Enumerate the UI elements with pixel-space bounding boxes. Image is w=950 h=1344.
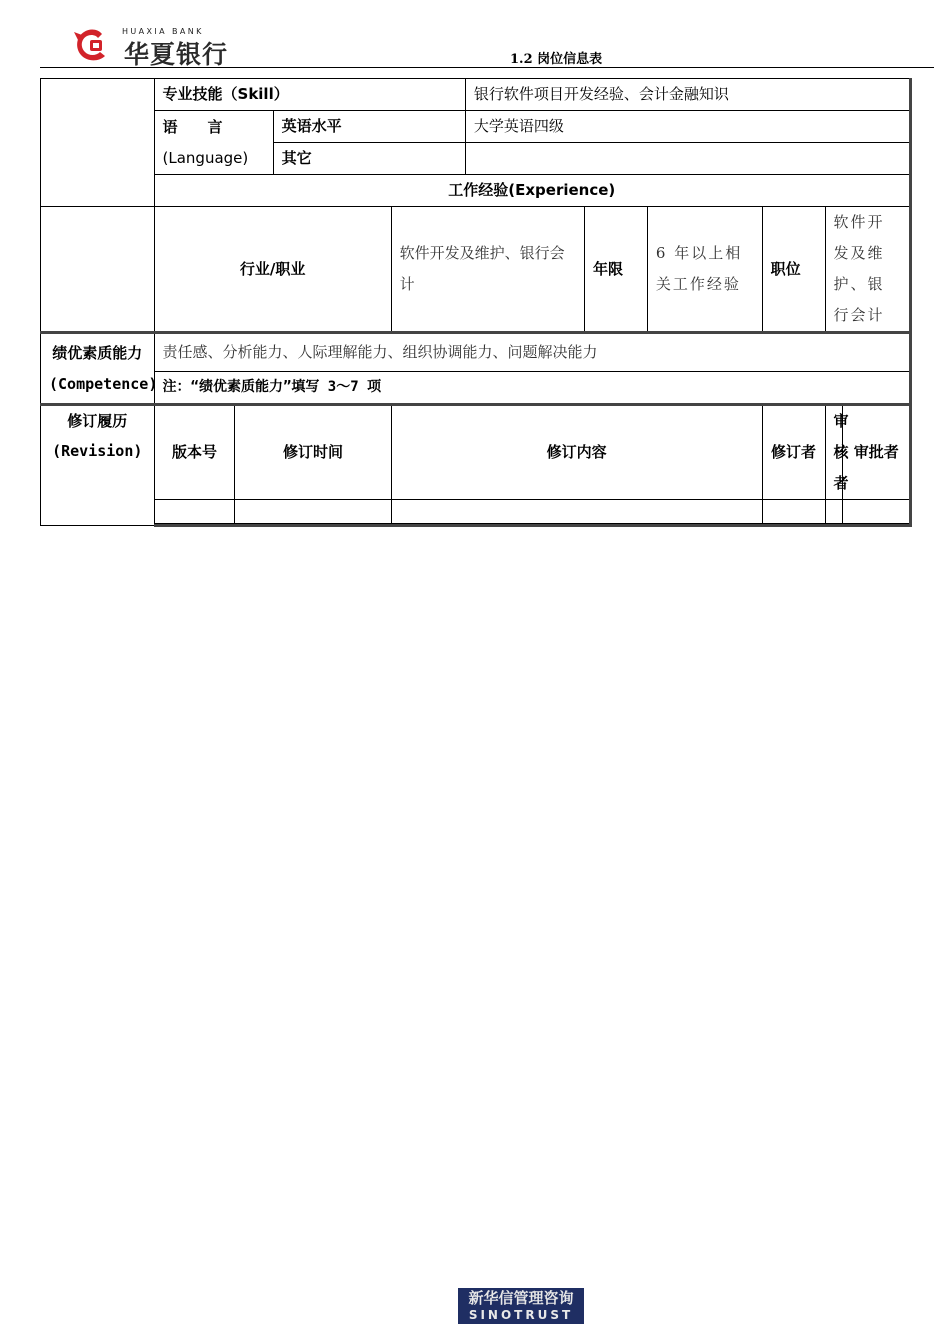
revision-header-row: [41, 405, 911, 500]
revision-cell: [843, 524, 911, 526]
competence-note: 注：“绩优素质能力”填写 3～7 项: [154, 372, 910, 405]
position-value: 软件开发及维护、银行会计: [825, 207, 911, 333]
revision-col-reviewer: 审核者: [825, 405, 843, 500]
huaxia-bank-logo: [72, 26, 242, 69]
page-header: [0, 0, 950, 70]
revision-cell: [825, 524, 843, 526]
skill-label: 专业技能（Skill）: [154, 79, 465, 111]
revision-cell: [391, 524, 762, 526]
huaxia-logo-icon: [72, 26, 116, 64]
document-title: 1.2 岗位信息表: [510, 52, 603, 67]
sinotrust-logo-cn: 新华信管理咨询: [468, 1289, 574, 1307]
language-english-row: [41, 111, 911, 143]
blank-side-cell: [41, 79, 155, 207]
revision-cell: [762, 524, 825, 526]
revision-cell: [154, 500, 235, 524]
revision-cell: [391, 500, 762, 524]
experience-heading: 工作经验(Experience): [154, 175, 910, 207]
industry-value: 软件开发及维护、银行会计: [391, 207, 584, 333]
logo-english-text: HUAXIA BANK: [122, 27, 204, 36]
industry-label: 行业/职业: [154, 207, 391, 333]
sinotrust-logo-en: SINOTRUST: [468, 1308, 574, 1322]
english-level-label: 英语水平: [273, 111, 465, 143]
revision-row: [41, 524, 911, 526]
competence-value: 责任感、分析能力、人际理解能力、组织协调能力、问题解决能力: [154, 333, 910, 372]
other-language-label: 其它: [273, 143, 465, 175]
revision-col-reviser: 修订者: [762, 405, 825, 500]
years-label: 年限: [584, 207, 647, 333]
header-divider: [40, 67, 934, 68]
skill-value: 银行软件项目开发经验、会计金融知识: [465, 79, 910, 111]
revision-label: [41, 405, 155, 526]
competence-row: [41, 333, 911, 372]
revision-col-content: 修订内容: [391, 405, 762, 500]
language-label-cn: 语 言: [162, 117, 223, 136]
revision-label-cn: 修订履历: [67, 412, 128, 430]
sinotrust-logo: [458, 1288, 584, 1324]
revision-col-version: 版本号: [154, 405, 235, 500]
logo-chinese-text: 华夏银行: [124, 40, 229, 69]
revision-cell: [154, 524, 235, 526]
revision-cell: [825, 500, 843, 524]
competence-label-cn: 绩优素质能力: [52, 343, 143, 362]
years-value: 6 年以上相关工作经验: [647, 207, 762, 333]
experience-detail-row: [41, 207, 911, 333]
language-label: [154, 111, 273, 175]
revision-label-en: (Revision): [52, 442, 143, 460]
experience-heading-row: [41, 175, 911, 207]
revision-cell: [235, 524, 391, 526]
revision-cell: [235, 500, 391, 524]
revision-cell: [843, 500, 911, 524]
competence-label-en: (Competence): [49, 374, 158, 393]
revision-cell: [762, 500, 825, 524]
competence-note-row: [41, 372, 911, 405]
skill-row: [41, 79, 911, 111]
revision-row: [41, 500, 911, 524]
language-label-en: (Language): [162, 148, 249, 167]
revision-col-approver: 审批者: [843, 405, 911, 500]
position-label: 职位: [762, 207, 825, 333]
other-language-value: [465, 143, 910, 175]
revision-col-date: 修订时间: [235, 405, 391, 500]
blank-side-cell-2: [41, 207, 155, 333]
english-level-value: 大学英语四级: [465, 111, 910, 143]
competence-label: [41, 333, 158, 405]
position-info-table: [40, 78, 912, 527]
